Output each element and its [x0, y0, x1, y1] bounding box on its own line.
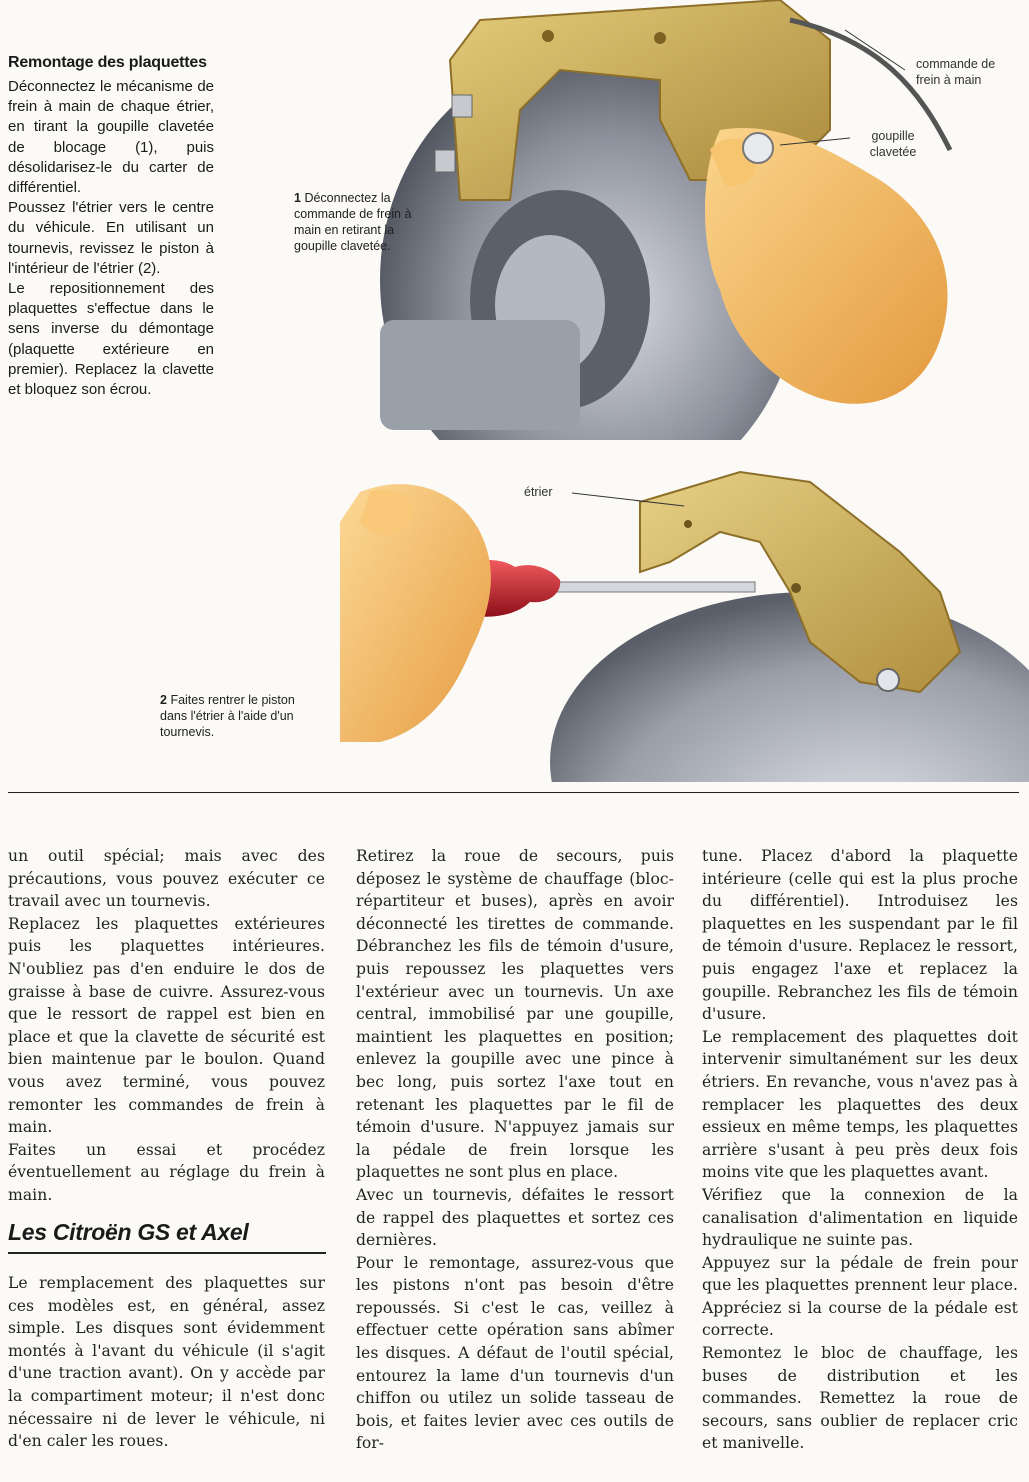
brake-disc: [550, 592, 1029, 782]
text-column-1-continued: [8, 1272, 325, 1453]
section-divider: [8, 792, 1019, 793]
figure1-caption-text: Déconnectez la commande de frein à main en retirant la goupille clavetée.: [294, 191, 412, 253]
figure2-number: 2: [160, 693, 167, 707]
intro-paragraph: Déconnectez le mécanisme de frein à main de chaque étrier, en tirant la goupille clavetée de blocage (1), puis désolidarisez-le du carter de différentiel.: [8, 78, 214, 197]
paragraph: Faites un essai et procédez éventuellement au réglage du frein à main.: [8, 1140, 325, 1204]
text-column-3: [702, 845, 1018, 1455]
intro-paragraph: Poussez l'étrier vers le centre du véhicule. En utilisant un tournevis, revissez le piston à l'intérieur de l'étrier (2).: [8, 199, 214, 277]
callout-pin: goupille clavetée: [869, 129, 917, 159]
intro-body: [8, 77, 214, 400]
text-column-2: [356, 845, 674, 1455]
figure1-caption: [294, 190, 428, 254]
paragraph: Le remplacement des plaquettes sur ces modèles est, en général, assez simple. Les disques sont évidemment montés à l'avant du véhicule (il s'agit d'une traction avant). On y accède par la compartiment moteur; il n'est donc nécessaire ni de lever le véhicule, ni d'en caler les roues.: [8, 1274, 325, 1451]
figure2-caption-text: Faites rentrer le piston dans l'étrier à l'aide d'un tournevis.: [160, 693, 295, 739]
paragraph: Remontez le bloc de chauffage, les buses de distribution et les commandes. Remettez la roue de secours, sans oublier de replacer cric et manivelle.: [702, 1344, 1018, 1453]
paragraph: Appuyez sur la pédale de frein pour que les plaquettes prennent leur place. Appréciez si la course de la pédale est correcte.: [702, 1253, 1018, 1340]
text-column-1: [8, 845, 325, 1207]
paragraph: Retirez la roue de secours, puis déposez le système de chauffage (bloc-répartiteur et buses), après en avoir déconnecté les tirettes de commande. Débranchez les fils de témoin d'usure, puis repoussez les plaquettes vers l'extérieur avec un tournevis. Un axe central, immobilisé par une goupille, maintient les plaquettes en position; enlevez la goupille avec une pince à bec long, puis sortez l'axe tout en retenant les plaquettes par le fil de témoin d'usure. N'appuyez jamais sur la pédale de frein lorsque les plaquettes ne sont plus en place.: [356, 847, 674, 1182]
figure1-illustration: [360, 0, 980, 440]
paragraph: Pour le remontage, assurez-vous que les pistons n'ont pas besoin d'être repoussés. Si c'est le cas, veillez à effectuer cette opération sans abîmer les disques. A défaut de l'outil spécial, entourez la lame d'un tournevis d'un chiffon ou utilez un solide tasseau de bois, et faites levier avec ces outils de for-: [356, 1253, 674, 1453]
section-title: Les Citroën GS et Axel: [8, 1219, 326, 1254]
paragraph: tune. Placez d'abord la plaquette intérieure (celle qui est la plus proche du différentiel). Introduisez les plaquettes en les suspendant par le fil de témoin d'usure. Replacez le ressort, puis engagez l'axe et replacez la goupille. Rebranchez les fils de témoin d'usure.: [702, 847, 1018, 1024]
cotter-pin: [743, 133, 773, 163]
figure2-illustration: [340, 462, 1029, 782]
intro-title: Remontage des plaquettes: [8, 54, 207, 71]
callout-caliper: étrier: [524, 485, 553, 499]
paragraph: Replacez les plaquettes extérieures puis les plaquettes intérieures. N'oubliez pas d'en enduire le dos de graisse à base de cuivre. Assurez-vous que le ressort de rappel est bien en place et que la clavette de sécurité est bien maintenue par le boulon. Quand vous avez terminé, vous pouvez remonter les commandes de frein à main.: [8, 914, 325, 1137]
paragraph: Vérifiez que la connexion de la canalisation d'alimentation en liquide hydraulique ne suinte pas.: [702, 1185, 1018, 1250]
callout-cable: commande de frein à main: [916, 57, 996, 87]
figure1-number: 1: [294, 191, 301, 205]
figure2-caption: [160, 692, 310, 740]
paragraph: Le remplacement des plaquettes doit intervenir simultanément sur les deux étriers. En revanche, vous n'avez pas à remplacer les plaquettes des deux essieux en même temps, les plaquettes arrière s'usant à peu près deux fois moins vite que les plaquettes avant.: [702, 1027, 1018, 1182]
paragraph: un outil spécial; mais avec des précautions, vous pouvez exécuter ce travail avec un tournevis.: [8, 847, 325, 911]
intro-paragraph: Le repositionnement des plaquettes s'effectue dans le sens inverse du démontage (plaquette extérieure en premier). Replacez la clavette et bloquez son écrou.: [8, 280, 214, 399]
paragraph: Avec un tournevis, défaites le ressort de rappel des plaquettes et sortez ces dernières.: [356, 1185, 674, 1250]
